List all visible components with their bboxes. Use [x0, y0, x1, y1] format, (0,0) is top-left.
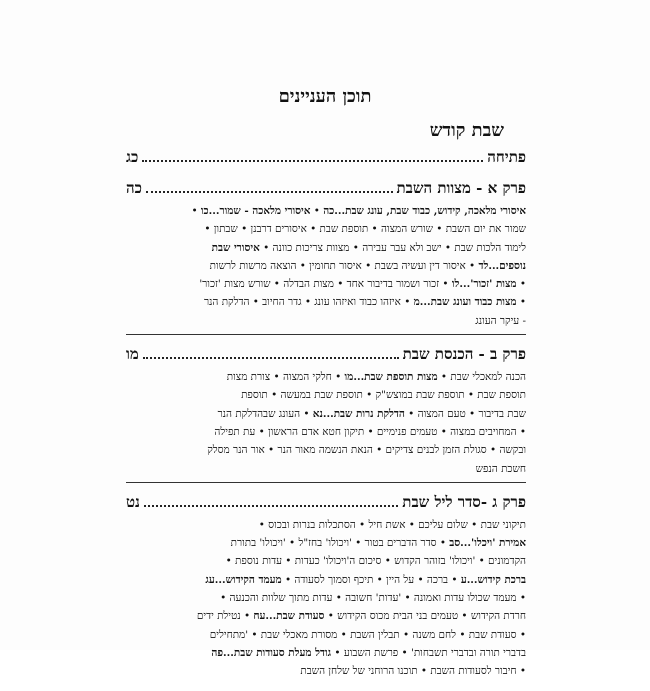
- toc-topic-line: לימוד הלכות שבת • ישב ולא עבר עבירה • מצוות צריכות כוונה • איסורי שבת: [211, 241, 526, 254]
- toc-chapter-heading: [126, 345, 526, 364]
- toc-topic-line: • המחויבים במצוה • טעמים פנימיים • תיקון חטא אדם הראשון • עת תפילה: [214, 425, 526, 438]
- toc-entry-intro: [126, 148, 526, 167]
- toc-topic-line: חרדת הקידוש • טעמים בני הבית מכוס הקידוש • סעודת שבת...עח • נטילת ידים: [196, 610, 526, 623]
- toc-topic-line: הכנה למאכלי שבת • מצות תוספת שבת...מו • חלקי המצוה • צורת מצות: [226, 371, 526, 384]
- toc-topic-line: תיקוני שבת • שלום עליכם • אשת חיל • הסתכלות בנרות ובכוס •: [258, 518, 526, 531]
- toc-page-number: מו: [126, 345, 139, 364]
- toc-topic-line: חשכת הנפש: [475, 462, 526, 475]
- toc-topic-line: • סעודת שבת • לחם משנה • תבלין השבת • מסורת מאכלי שבת • 'מתחילים: [209, 628, 526, 641]
- toc-chapter: [126, 345, 526, 483]
- toc-content: [126, 148, 526, 691]
- toc-topic-line: ברכת קידוש...ע • ברכה • על היין • תיכף וסמוך לסעודה • מעמד הקידוש...עג: [205, 573, 526, 586]
- toc-topic-line: בדברי תורה ובדברי תשבחות' • פרשת השבוע • גודל מעלת סעודות שבת...פה: [211, 646, 526, 659]
- toc-entry-label: פתיחה: [487, 148, 526, 166]
- toc-chapter-label: פרק א - מצוות השבת: [396, 179, 526, 197]
- toc-topic-line: הקדמונים • 'ויכולו' בזוהר הקדוש • סיכום ה'ויכולו' כעדות • עדות נוספת •: [225, 555, 526, 568]
- toc-topic-line: • מעמד שכולו עדות ואמונה • 'עדות' חשובה • עדות מתוך שלוות והכנעה •: [220, 592, 526, 605]
- toc-chapter-topics: [126, 202, 526, 330]
- dot-leader: [143, 357, 399, 359]
- toc-chapter-topics: [126, 516, 526, 681]
- dot-leader: [144, 505, 398, 507]
- section-divider: [126, 334, 526, 335]
- toc-topic-line: • מצות 'זכור'...לו • זכור ושמור בדיבור אחד • מצות הבדלה • שורש מצות 'זכור': [199, 278, 526, 291]
- section-divider: [126, 482, 526, 483]
- toc-topic-line: • חיבור לסעודות השבת • תוכנו הרוחני של שלחן השבת: [300, 665, 526, 678]
- chapter-list: [126, 179, 526, 681]
- toc-chapter-heading: [126, 493, 526, 512]
- toc-page-number: נט: [126, 492, 140, 511]
- dot-leader: [142, 160, 483, 162]
- page-title: תוכן העניינים: [278, 86, 372, 107]
- toc-chapter: [126, 493, 526, 681]
- toc-topic-line: שמור את יום השבת • שורש המצוה • תוספת שבת • איסורים דרבנן • שבתון •: [204, 223, 526, 236]
- toc-topic-line: איסורי מלאכה, קידוש, כבוד שבת, עונג שבת...כה • איסורי מלאכה - שמור...כו •: [191, 205, 526, 217]
- toc-topic-line: - עיקר העונג: [475, 314, 526, 327]
- toc-topic-line: אמירת 'ויכלו'...סב • סדר הדברים בטור • 'ויכולו' בחז"ל • 'ויכולו' בתורת: [230, 537, 526, 550]
- toc-topic-line: • מצות כבוד ועונג שבת...מ • איזהו כבוד ואיזהו עונג • גדר החיוב • הדלקת הנר: [203, 296, 526, 309]
- toc-chapter-topics: [126, 368, 526, 478]
- toc-page-number: כה: [126, 179, 142, 197]
- toc-chapter-heading: [126, 179, 526, 198]
- toc-topic-line: ובקשה • סגולת הזמן לבנים צדיקים • הנאת הנשמה מאור הנר • אור הנר מסלק: [207, 444, 526, 457]
- toc-topic-line: נוספים...לד • איסור דין ועשיה בשבת • איסור תחומין • הוצאה מרשות לרשות: [209, 259, 526, 272]
- toc-chapter-label: פרק ב - הכנסת שבת: [402, 345, 526, 364]
- toc-topic-line: תוספת שבת • תוספת שבת במוצש"ק • תוספת שבת במעשה • תוספת: [241, 389, 526, 402]
- toc-topic-line: שבת בדיבור • טעם המצוה • הדלקת נרות שבת...נא • העונג שבהדלקת הנר: [217, 407, 526, 420]
- toc-chapter-label: פרק ג -סדר ליל שבת: [402, 492, 526, 511]
- toc-page-number: כג: [126, 148, 139, 166]
- section-heading: שבת קודש: [429, 120, 504, 141]
- dot-leader: [146, 191, 393, 193]
- toc-chapter: [126, 179, 526, 335]
